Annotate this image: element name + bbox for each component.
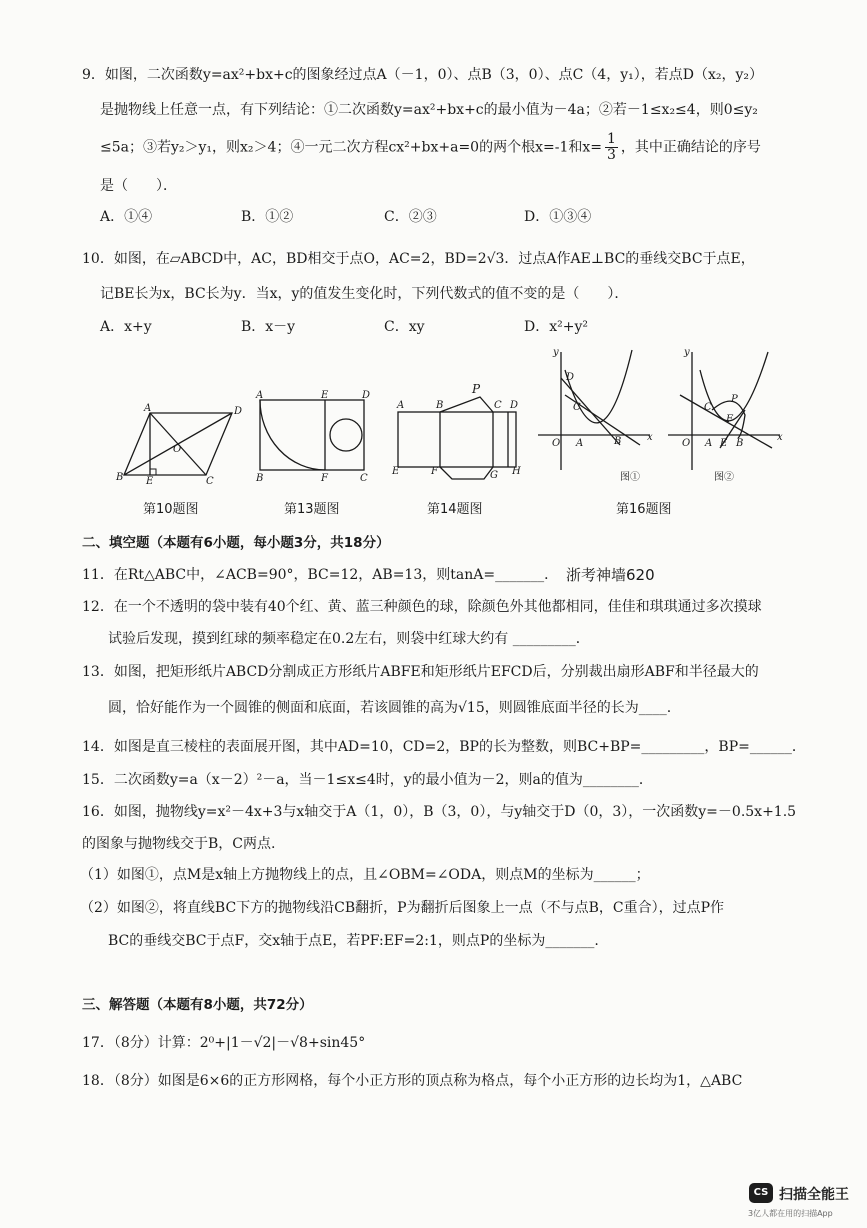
q13-line2: 圆，恰好能作为一个圆锥的侧面和底面，若该圆锥的高为√15，则圆锥底面半径的长为____. bbox=[108, 700, 672, 716]
fig16b-label-b: B bbox=[736, 438, 744, 449]
fig13-label-b: B bbox=[256, 473, 264, 484]
q14-text: 14．如图是直三棱柱的表面展开图，其中AD=10，CD=2，BP的长为整数，则BC+BP=_________，BP=______． bbox=[82, 739, 806, 755]
q10-option-c: C．xy bbox=[384, 319, 425, 335]
q16-part1: （1）如图①，点M是x轴上方抛物线上的点，且∠OBM=∠ODA，则点M的坐标为______； bbox=[80, 867, 650, 883]
fig14-label-f: F bbox=[431, 466, 438, 477]
q9-option-b: B．①② bbox=[241, 209, 294, 225]
q9-line3-post: ，其中正确结论的序号 bbox=[620, 139, 761, 156]
fig13-label-c: C bbox=[360, 473, 368, 484]
scanner-logo-icon: CS bbox=[749, 1183, 773, 1203]
q16-line1: 16．如图，抛物线y=x²－4x+3与x轴交于A（1，0），B（3，0），与y轴交于D（0，3），一次函数y=－0.5x+1.5 bbox=[82, 804, 797, 820]
fig14-label-a: A bbox=[397, 400, 405, 411]
fig16-caption: 第16题图 bbox=[616, 502, 672, 517]
fig14-caption: 第14题图 bbox=[427, 502, 483, 517]
q16-part2-line1: （2）如图②，将直线BC下方的抛物线沿CB翻折，P为翻折后图象上一点（不与点B，C重合），过点P作 bbox=[80, 900, 725, 916]
scanner-slogan: 3亿人都在用的扫描App bbox=[748, 1209, 833, 1218]
fig16-graph-2 bbox=[668, 352, 780, 470]
figures-row bbox=[0, 340, 867, 490]
fig13-rectangle bbox=[260, 400, 364, 470]
fig13-label-d: D bbox=[362, 390, 371, 401]
fig14-triangle-bottom bbox=[440, 467, 493, 479]
fig14-label-b: B bbox=[436, 400, 444, 411]
fig16a-caption: 图① bbox=[620, 472, 640, 483]
fig13-label-f: F bbox=[321, 473, 328, 484]
fig16b-label-p: P bbox=[731, 394, 738, 405]
q12-line2: 试验后发现，摸到红球的频率稳定在0.2左右，则袋中红球大约有 _________． bbox=[108, 631, 590, 647]
q9-line2: 是抛物线上任意一点，有下列结论：①二次函数y=ax²+bx+c的最小值为－4a；②若－1≤x₂≤4，则0≤y₂ bbox=[100, 102, 758, 118]
fig14-label-p: P bbox=[472, 382, 481, 396]
fig16a-label-d: D bbox=[566, 372, 575, 383]
watermark-text: 浙考神墙620 bbox=[566, 566, 655, 584]
fig16a-label-y: y bbox=[553, 347, 559, 358]
q9-line4: 是（ ）． bbox=[100, 178, 177, 194]
fig16b-label-x: x bbox=[777, 432, 783, 443]
q10-line2: 记BE长为x，BC长为y．当x，y的值发生变化时，下列代数式的值不变的是（ ）． bbox=[100, 286, 629, 302]
q9-line3 bbox=[100, 132, 761, 163]
fig10-label-b: B bbox=[116, 472, 124, 483]
fig16b-label-e: E bbox=[720, 438, 728, 449]
fig16b-label-a: A bbox=[705, 438, 713, 449]
q16-part2-line2: BC的垂线交BC于点F，交x轴于点E，若PF:EF=2:1，则点P的坐标为_______. bbox=[108, 933, 599, 949]
fig14-label-c: C bbox=[494, 400, 502, 411]
fig14-label-g: G bbox=[490, 470, 498, 481]
fig16b-label-c: C bbox=[704, 402, 712, 413]
fig14-net-outline bbox=[398, 412, 516, 467]
q15-text: 15．二次函数y=a（x－2）²－a，当－1≤x≤4时，y的最小值为－2，则a的值为________． bbox=[82, 772, 653, 788]
fig16b-caption: 图② bbox=[714, 472, 734, 483]
q17-text: 17．（8分）计算：2⁰+|1－√2|－√8+sin45° bbox=[82, 1035, 366, 1051]
fig13-arc bbox=[260, 400, 325, 470]
fig16a-label-b: B bbox=[614, 436, 622, 447]
q9-line1: 9．如图，二次函数y=ax²+bx+c的图象经过点A（－1，0）、点B（3，0）、点C（4，y₁），若点D（x₂，y₂） bbox=[82, 67, 763, 83]
q10-option-b: B．x－y bbox=[241, 319, 296, 335]
q11-text: 11．在Rt△ABC中，∠ACB=90°，BC=12，AB=13，则tanA=_______． bbox=[82, 567, 559, 583]
fig10-caption: 第10题图 bbox=[143, 502, 199, 517]
fig13-label-a: A bbox=[256, 390, 264, 401]
fig10-label-c: C bbox=[206, 476, 214, 487]
q16-line2: 的图象与抛物线交于B，C两点. bbox=[82, 836, 276, 852]
fig16a-label-a: A bbox=[576, 438, 584, 449]
fig14-label-h: H bbox=[512, 466, 521, 477]
fig16b-label-o: O bbox=[682, 438, 691, 449]
fig10-right-angle-mark bbox=[150, 469, 156, 475]
q9-fraction bbox=[605, 132, 618, 163]
q9-option-a: A．①④ bbox=[100, 209, 153, 225]
fig10-label-e: E bbox=[146, 476, 154, 487]
fig16b-label-y: y bbox=[684, 347, 690, 358]
fig13-diagram bbox=[260, 400, 364, 470]
q9-option-d: D．①③④ bbox=[524, 209, 592, 225]
q9-frac-num: 1 bbox=[606, 131, 616, 147]
fig16b-label-f: F bbox=[726, 414, 733, 425]
fig14-label-e: E bbox=[392, 466, 400, 477]
q13-line1: 13．如图，把矩形纸片ABCD分割成正方形纸片ABFE和矩形纸片EFCD后，分别裁出扇形ABF和半径最大的 bbox=[82, 664, 759, 680]
fig16a-label-c: C bbox=[573, 402, 581, 413]
q10-options bbox=[100, 316, 800, 336]
q10-option-d: D．x²+y² bbox=[524, 319, 588, 335]
fig16a-label-o: O bbox=[552, 438, 561, 449]
q12-line1: 12．在一个不透明的袋中装有40个红、黄、蓝三种颜色的球，除颜色外其他都相同，佳佳和琪琪通过多次摸球 bbox=[82, 599, 762, 615]
fig13-circle bbox=[330, 419, 362, 451]
q9-frac-den: 3 bbox=[606, 147, 616, 163]
fig10-label-o: O bbox=[173, 444, 182, 455]
fig16-graph-1 bbox=[538, 350, 650, 470]
section-answer-heading: 三、解答题（本题有8小题，共72分） bbox=[82, 997, 313, 1013]
q10-option-a: A．x+y bbox=[100, 319, 152, 335]
fig16a-label-x: x bbox=[647, 432, 653, 443]
fig13-caption: 第13题图 bbox=[284, 502, 340, 517]
scanner-app-name: 扫描全能王 bbox=[779, 1187, 849, 1203]
fig10-label-d: D bbox=[234, 406, 243, 417]
q9-option-c: C．②③ bbox=[384, 209, 437, 225]
q9-options bbox=[100, 206, 800, 226]
fig13-label-e: E bbox=[321, 390, 329, 401]
q10-line1: 10．如图，在▱ABCD中，AC，BD相交于点O，AC=2，BD=2√3．过点A作AE⊥BC的垂线交BC于点E， bbox=[82, 251, 755, 267]
q18-text: 18．（8分）如图是6×6的正方形网格，每个小正方形的顶点称为格点，每个小正方形的边长均为1，△ABC bbox=[82, 1073, 743, 1089]
section-fill-heading: 二、填空题（本题有6小题，每小题3分，共18分） bbox=[82, 535, 390, 551]
fig14-label-d: D bbox=[510, 400, 519, 411]
q9-line3-pre: ≤5a；③若y₂＞y₁，则x₂＞4；④一元二次方程cx²+bx+a=0的两个根x=-1和x= bbox=[100, 139, 602, 156]
fig10-label-a: A bbox=[144, 403, 152, 414]
fig14-triangle-top bbox=[440, 397, 493, 412]
